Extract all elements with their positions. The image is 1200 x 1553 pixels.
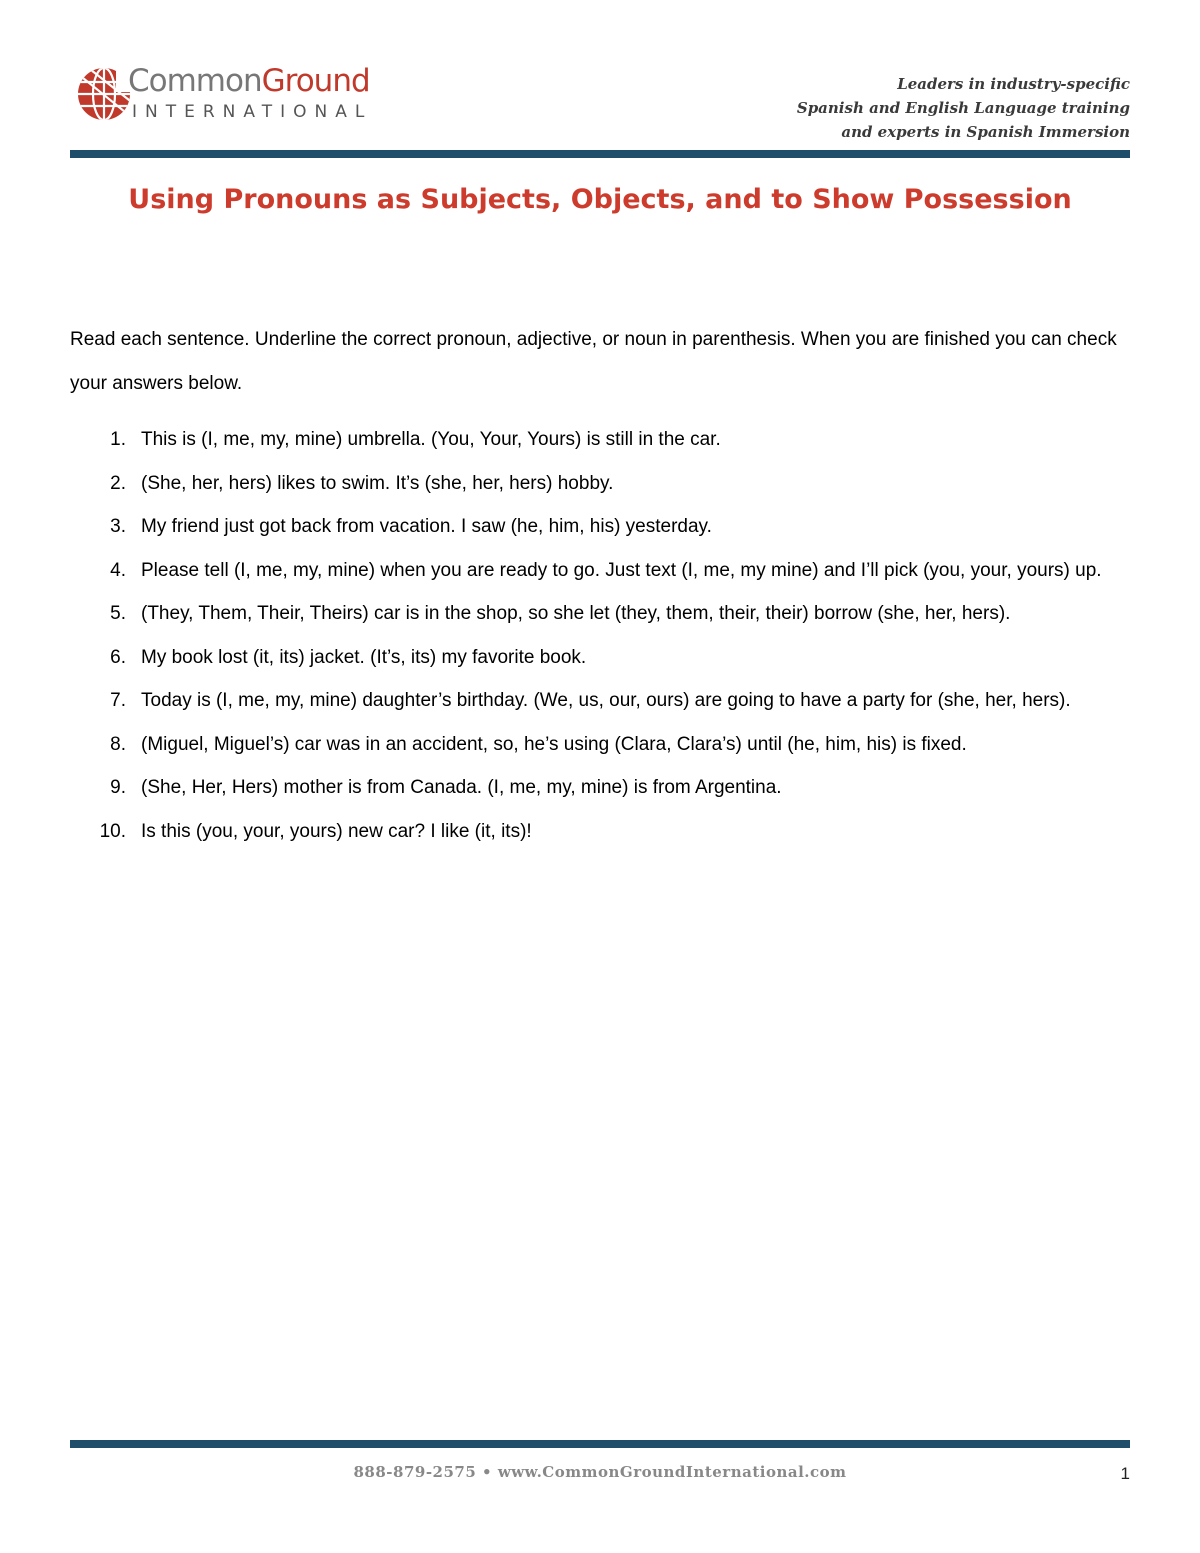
question-number: 8. (110, 733, 126, 755)
question-text: Please tell (I, me, my, mine) when you are ready to go. Just text (I, me, my mine) and I’ll pick (you, your, yours) up. (141, 559, 1102, 581)
question-number: 2. (110, 472, 126, 494)
question-list (70, 418, 1110, 853)
globe-logo-icon (76, 60, 136, 130)
question-number: 4. (110, 559, 126, 581)
question-text: (She, her, hers) likes to swim. It’s (she, her, hers) hobby. (141, 472, 614, 494)
question-item (70, 418, 1110, 462)
question-item (70, 679, 1110, 723)
logo-subtitle: INTERNATIONAL (132, 102, 373, 122)
tagline-line: Spanish and English Language training (796, 99, 1130, 117)
question-number: 7. (110, 690, 126, 711)
question-text: My book lost (it, its) jacket. (It’s, its) my favorite book. (141, 646, 587, 668)
footer-contact: 888-879-2575 • www.CommonGroundInternational.com (353, 1463, 847, 1481)
question-number: 10. (99, 820, 126, 842)
question-text: (They, Them, Their, Theirs) car is in the shop, so she let (they, them, their, their) borrow (she, her, hers). (141, 603, 1011, 624)
commonground-logo (76, 60, 376, 134)
question-item (70, 505, 1110, 549)
question-text: (She, Her, Hers) mother is from Canada. (I, me, my, mine) is from Argentina. (141, 777, 782, 798)
question-number: 9. (110, 777, 126, 798)
question-text: (Miguel, Miguel’s) car was in an accident, so, he’s using (Clara, Clara’s) until (he, him, his) is fixed. (141, 733, 967, 755)
question-item (70, 766, 1110, 810)
header-tagline (797, 72, 1130, 144)
question-number: 6. (110, 646, 126, 668)
question-number: 3. (110, 516, 126, 537)
instructions-paragraph: Read each sentence. Underline the correct pronoun, adjective, or noun in parenthesis. When you are finished you can check your answers below. (70, 329, 1117, 394)
question-text: My friend just got back from vacation. I saw (he, him, his) yesterday. (141, 516, 712, 537)
question-item (70, 549, 1110, 593)
question-item (70, 592, 1110, 636)
question-text: Today is (I, me, my, mine) daughter’s birthday. (We, us, our, ours) are going to have a party for (she, her, hers). (141, 690, 1071, 711)
worksheet-title: Using Pronouns as Subjects, Objects, and to Show Possession (128, 184, 1072, 215)
question-item (70, 462, 1110, 506)
tagline-line: and experts in Spanish Immersion (841, 123, 1130, 141)
question-number: 1. (110, 429, 126, 450)
logo-wordmark: CommonGround (128, 63, 370, 99)
question-text: This is (I, me, my, mine) umbrella. (You, Your, Yours) is still in the car. (141, 429, 721, 450)
question-number: 5. (110, 603, 126, 624)
question-item (70, 636, 1110, 680)
question-item (70, 723, 1110, 767)
question-text: Is this (you, your, yours) new car? I like (it, its)! (141, 820, 532, 842)
question-item (70, 810, 1110, 854)
tagline-line: Leaders in industry-specific (897, 75, 1130, 93)
header-divider (70, 150, 1130, 158)
page-number: 1 (1120, 1464, 1130, 1483)
footer-divider (70, 1440, 1130, 1448)
